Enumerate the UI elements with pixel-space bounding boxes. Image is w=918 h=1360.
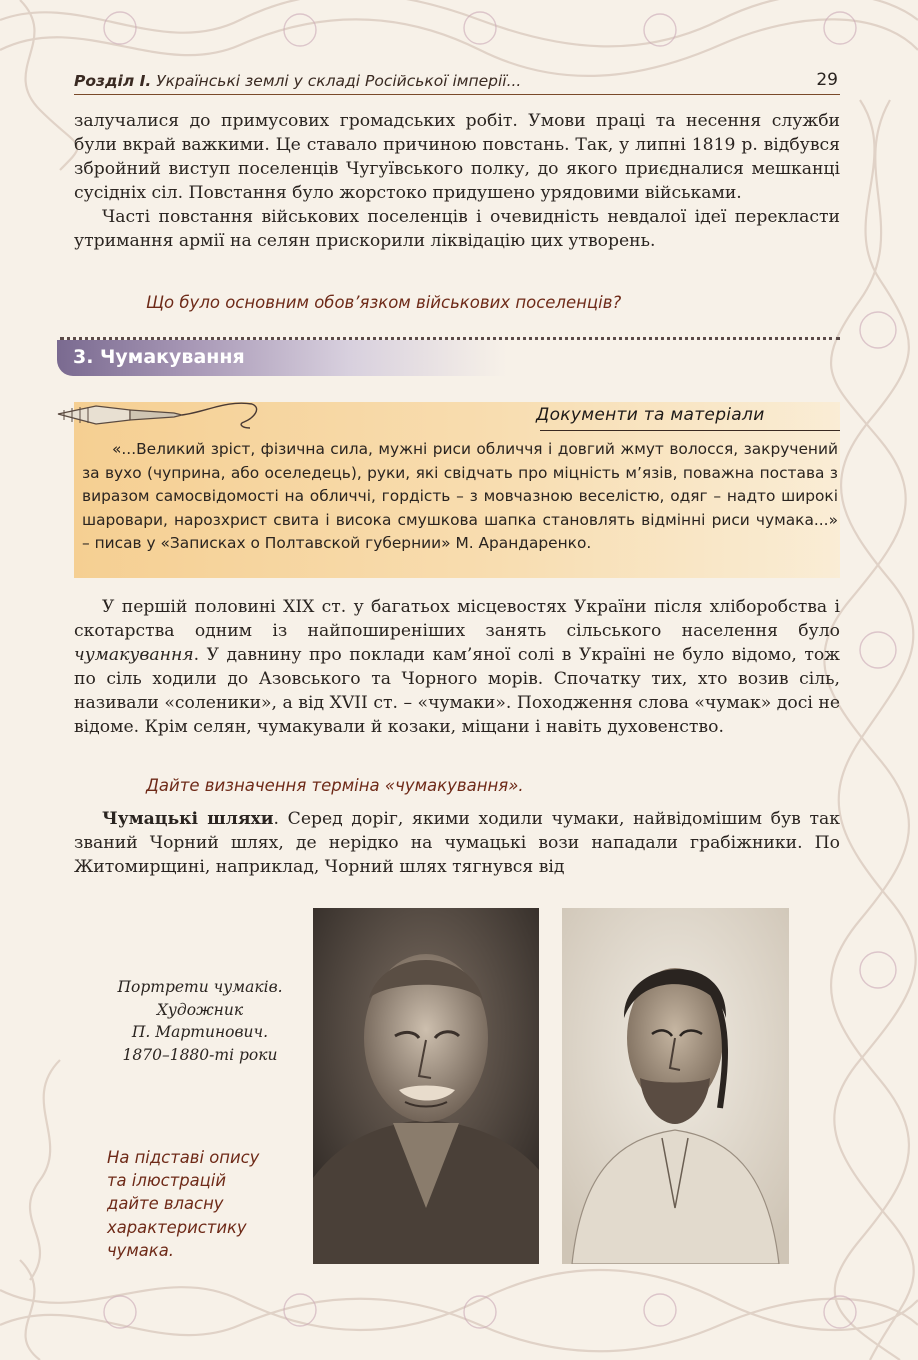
term-chumakuvannia: чумакування bbox=[74, 644, 194, 665]
documents-title: Документи та матеріали bbox=[536, 405, 765, 425]
chapter-title: Українські землі у складі Російської імперії... bbox=[156, 72, 522, 90]
quill-pen-icon bbox=[56, 398, 296, 432]
portrait-image-1 bbox=[313, 908, 539, 1264]
section-heading-band bbox=[57, 340, 507, 376]
documents-title-rule bbox=[540, 430, 840, 431]
paragraph: залучалися до примусових громадських робіт. Умови праці та несення служби були вкрай важкими. Це ставало причиною повстань. Так, у липні 1819 р. відбувся збройний виступ поселенців Чугуївського полку, до якого приєдналися мешканці сусідніх сіл. Повстання було жорстоко придушено урядовими військами. bbox=[74, 111, 840, 203]
chapter-label: Розділ І. bbox=[74, 72, 152, 90]
paragraph-text: . Серед доріг, якими ходили чумаки, найвідомішим був так званий Чорний шлях, де нерідко на чумацькі вози нападали грабіжники. По Житомирщині, наприклад, Чорний шлях тягнувся від bbox=[74, 809, 840, 877]
paragraph: Часті повстання військових поселенців і очевидність невдалої ідеї перекласти утримання армії на селян прискорили ліквідацію цих утворень. bbox=[74, 206, 840, 251]
body-text-bottom bbox=[74, 808, 840, 880]
review-question: Що було основним обов’язком військових поселенців? bbox=[146, 293, 622, 312]
task-line: На підставі опису bbox=[107, 1148, 260, 1167]
figure-caption bbox=[100, 976, 300, 1066]
caption-line: Художник bbox=[156, 1000, 244, 1019]
caption-line: П. Мартинович. bbox=[131, 1023, 269, 1042]
documents-quote bbox=[82, 438, 838, 556]
caption-line: 1870–1880-ті роки bbox=[122, 1045, 278, 1064]
body-text-middle bbox=[74, 596, 840, 739]
page-number: 29 bbox=[816, 70, 838, 90]
review-question: Дайте визначення терміна «чумакування». bbox=[146, 776, 524, 795]
paragraph-text: . У давнину про поклади кам’яної солі в Україні не було відомо, тож по сіль ходили до Азовського та Чорного морів. Спочатку тих, хто возив сіль, називали «соленики», а від XVII ст. – «чумаки». Походження слова «чумак» досі не відоме. Крім селян, чумакували й козаки, міщани і навіть духовенство. bbox=[74, 644, 840, 737]
task-line: дайте власну bbox=[107, 1194, 224, 1214]
paragraph bbox=[74, 808, 840, 880]
section-title: 3. Чумакування bbox=[73, 346, 245, 368]
running-head bbox=[74, 66, 840, 95]
quote-text: «...Великий зріст, фізична сила, мужні риси обличчя і довгий жмут волосся, закручений за вухо (чуприна, або оселедець), руки, які свідчать про міцність м’язів, поважна постава з виразом самосвідомості на обличчі, гордість – з мовчазною веселістю, одяг – надто широкі шаровари, нарозхрист свита і висока смушкова шапка становлять відмінні риси чумака...» – писав у «Записках о Полтавской губернии» М. Арандаренко. bbox=[82, 440, 838, 553]
paragraph-text: У першій половині XIX ст. у багатьох місцевостях України після хліборобства і скотарства одним із найпоширеніших занять сільського населення було bbox=[74, 597, 840, 641]
task-line: та ілюстрацій bbox=[107, 1171, 227, 1191]
body-text-top bbox=[74, 110, 840, 253]
subheading-chumak-roads: Чумацькі шляхи bbox=[102, 809, 274, 829]
caption-line: Портрети чумаків. bbox=[117, 978, 283, 996]
task-line: чумака. bbox=[107, 1240, 174, 1260]
portrait-image-2 bbox=[562, 908, 789, 1264]
task-line: характеристику bbox=[107, 1217, 247, 1237]
task-text bbox=[107, 1146, 307, 1262]
paragraph bbox=[74, 596, 840, 739]
